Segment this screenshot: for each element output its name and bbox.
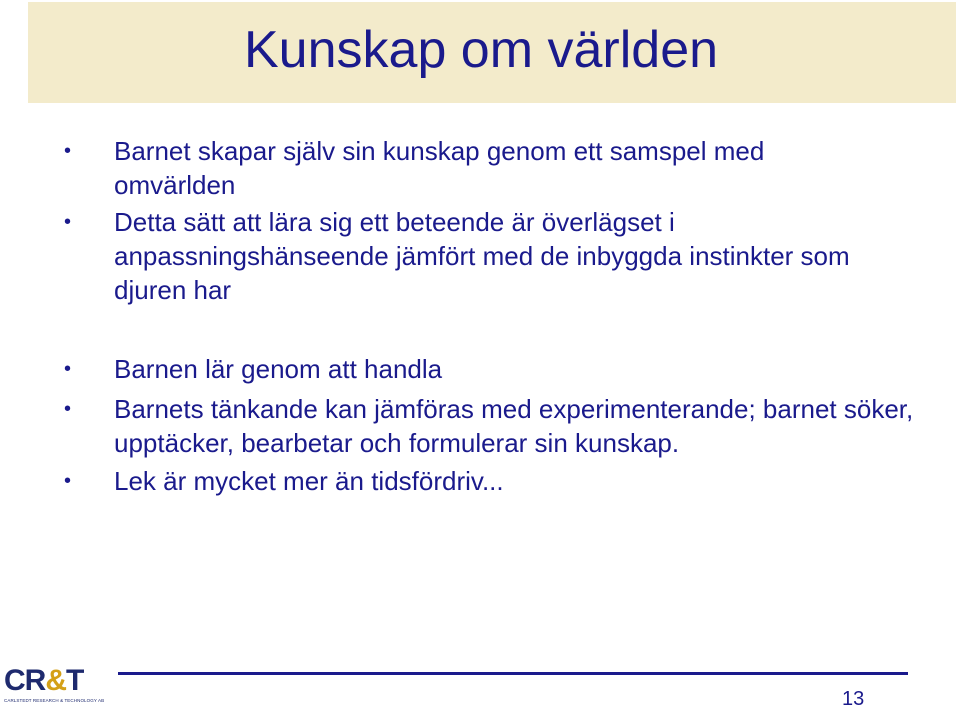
bullet-text: Barnet skapar själv sin kunskap genom ett samspel med omvärlden: [114, 136, 765, 200]
slide-title: Kunskap om världen: [244, 21, 719, 79]
bullet-text: Barnets tänkande kan jämföras med experimenterande; barnet söker, upptäcker, bearbetar och formulerar sin kunskap.: [114, 394, 914, 458]
logo-tagline: CARLSTEDT RESEARCH & TECHNOLOGY AB: [4, 698, 105, 703]
footer-divider: [118, 672, 908, 675]
bullet-text: Detta sätt att lära sig ett beteende är överlägset i anpassningshänseende jämfört med de inbyggda instinkter som djuren har: [114, 207, 850, 305]
bullet-item: [64, 134, 834, 202]
bullet-icon: •: [64, 140, 72, 162]
logo-suffix: T: [66, 664, 84, 697]
bullet-text: Lek är mycket mer än tidsfördriv...: [114, 466, 504, 496]
logo-ampersand: &: [45, 664, 67, 697]
company-logo: [4, 665, 108, 709]
logo-prefix: CR: [4, 664, 46, 697]
logo-wordmark: [4, 665, 83, 697]
bullet-icon: •: [64, 211, 72, 233]
bullet-item: [64, 205, 914, 307]
bullet-icon: •: [64, 358, 72, 380]
bullet-item: [64, 464, 914, 498]
bullet-icon: •: [64, 470, 72, 492]
bullet-item: [64, 352, 914, 386]
bullet-icon: •: [64, 398, 72, 420]
bullet-text: Barnen lär genom att handla: [114, 354, 443, 384]
bullet-item: [64, 392, 914, 460]
page-number: 13: [842, 688, 865, 710]
